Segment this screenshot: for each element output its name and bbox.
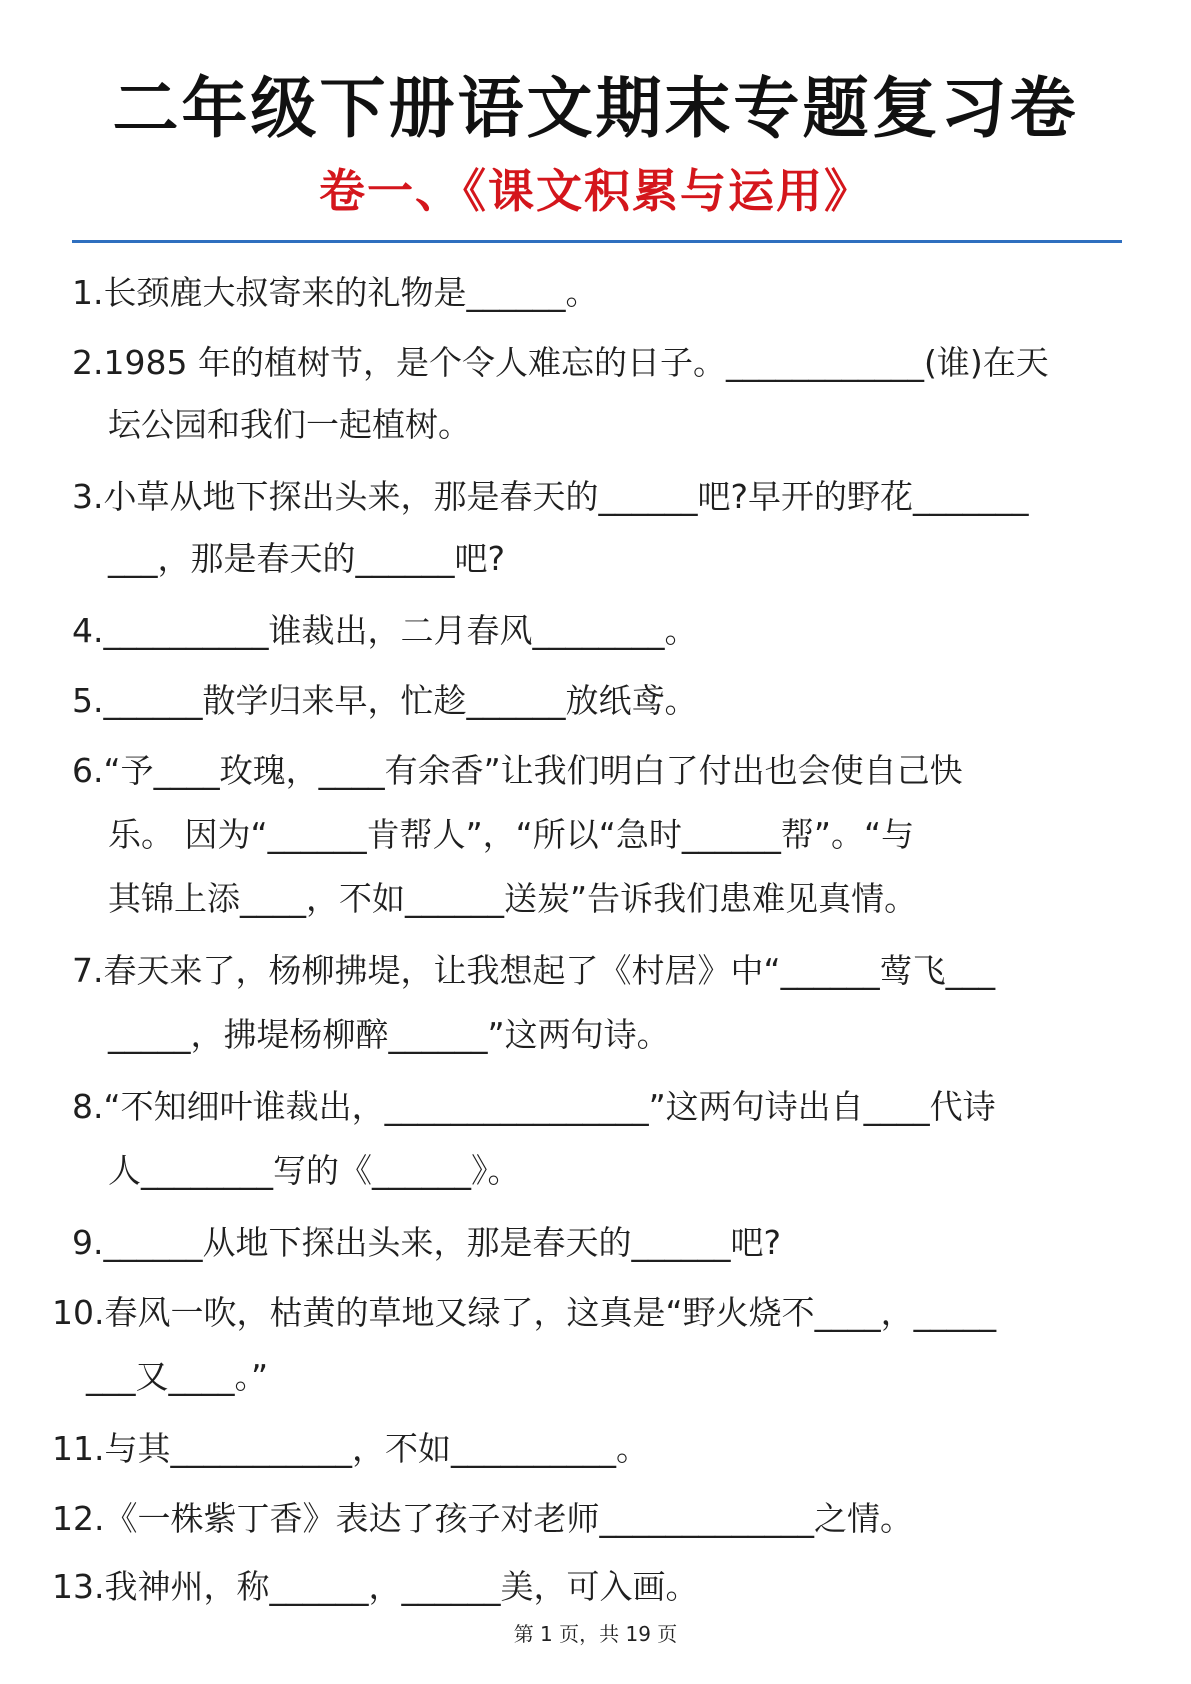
question-line: 坛公园和我们一起植树。 — [108, 405, 471, 444]
question-line: 8.“不知细叶谁裁出，________________”这两句诗出自____代诗 — [72, 1087, 996, 1126]
question-line: ___，那是春天的______吧? — [108, 539, 506, 578]
question-12 — [52, 1488, 913, 1550]
question-10-cont — [86, 1346, 268, 1408]
question-2-cont — [108, 394, 471, 456]
question-6-cont-1 — [108, 804, 914, 866]
question-line: 2.1985 年的植树节，是个令人难忘的日子。____________(谁)在天 — [72, 343, 1049, 382]
question-line: _____，拂堤杨柳醉______”这两句诗。 — [108, 1015, 670, 1054]
question-3 — [72, 466, 1029, 528]
question-6-cont-2 — [108, 868, 917, 930]
page-number: 第 1 页，共 19 页 — [513, 1622, 678, 1646]
question-2 — [72, 332, 1049, 394]
question-line: 5.______散学归来早，忙趁______放纸鸢。 — [72, 681, 698, 720]
question-8-cont — [108, 1140, 521, 1202]
question-line: 1.长颈鹿大叔寄来的礼物是______。 — [72, 273, 599, 312]
question-line: ___又____。” — [86, 1357, 269, 1396]
page-title: 二年级下册语文期末专题复习卷 — [112, 70, 1079, 147]
question-line: 4.__________谁裁出，二月春风________。 — [72, 611, 698, 650]
question-7-cont — [108, 1004, 670, 1066]
question-4 — [72, 600, 698, 662]
question-line: 乐。 因为“______肯帮人”，“所以“急时______帮”。“与 — [108, 815, 915, 854]
question-5 — [72, 670, 698, 732]
question-8 — [72, 1076, 996, 1138]
question-line: 10.春风一吹，枯黄的草地又绿了，这真是“野火烧不____，_____ — [52, 1293, 997, 1332]
question-11 — [52, 1418, 649, 1480]
question-3-cont — [108, 528, 505, 590]
question-line: 12.《一株紫丁香》表达了孩子对老师_____________之情。 — [52, 1499, 913, 1538]
question-line: 其锦上添____，不如______送炭”告诉我们患难见真情。 — [108, 879, 918, 918]
question-line: 11.与其___________，不如__________。 — [52, 1429, 649, 1468]
title-divider — [72, 240, 1122, 243]
question-10 — [52, 1282, 996, 1344]
question-13 — [52, 1556, 698, 1618]
question-6 — [72, 740, 963, 802]
page-subtitle: 卷一、《课文积累与运用》 — [319, 164, 872, 218]
question-line: 9.______从地下探出头来，那是春天的______吧? — [72, 1223, 782, 1262]
question-9 — [72, 1212, 781, 1274]
question-line: 6.“予____玫瑰，____有余香”让我们明白了付出也会使自己快 — [72, 751, 963, 790]
question-line: 人________写的《______》。 — [108, 1151, 521, 1190]
question-line: 7.春天来了，杨柳拂堤，让我想起了《村居》中“______莺飞___ — [72, 951, 996, 990]
question-line: 13.我神州，称______，______美，可入画。 — [52, 1567, 699, 1606]
question-1 — [72, 262, 599, 324]
question-line: 3.小草从地下探出头来，那是春天的______吧?早开的野花_______ — [72, 477, 1029, 516]
question-7 — [72, 940, 995, 1002]
